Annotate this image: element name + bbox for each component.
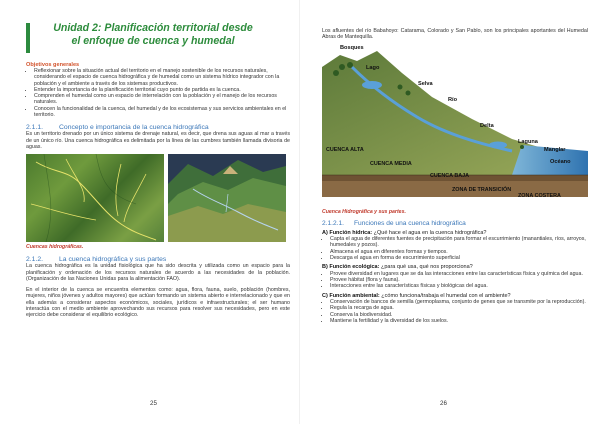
function-b-item: • Provee diversidad en lugares que se da las interacciones entre las características física y química del agua. (330, 271, 588, 277)
watershed-diagram-drawing (322, 44, 588, 207)
section-211-text: Es un territorio drenado por un único sistema de drenaje natural, es decir, que drena sus aguas al mar a través de un único río. Una cuenca hidrográfica es delimitada por la línea de las cumbres también llamada divisoria de aguas. (26, 131, 290, 150)
diagram-caption: Cuenca Hidrográfica y sus partes. (322, 208, 406, 215)
function-c-item: • Conservación de bancos de semilla (germoplasma, conjunto de genes que se transmite por la reproducción). (330, 299, 588, 305)
page-right (300, 0, 600, 424)
function-b-list (322, 271, 588, 290)
function-c-label: C) Función ambiental: (322, 292, 380, 299)
function-c-list (322, 299, 588, 324)
unit-title-line1: Unidad 2: Planificación territorial desde (53, 22, 253, 34)
label-bosques: Bosques (340, 44, 364, 51)
label-delta: Delta (480, 122, 494, 129)
section-212-text-1: La cuenca hidrográfica es la unidad fisiológica que ha sido descrita y utilizada como un espacio para la planificación y ordenación de los recursos naturales de acuerdo a las necesidades de la población. (Organización de las Naciones Unidas para la alimentación FAO). (26, 263, 290, 282)
function-c-item: • Conserva la biodiversidad. (330, 312, 588, 318)
objectives-list (26, 68, 290, 118)
section-212-heading (26, 256, 290, 263)
section-211-heading (26, 124, 290, 131)
function-b-item: • Provee hábitat (flora y fauna). (330, 277, 588, 283)
function-b-label: B) Función ecológica: (322, 264, 380, 271)
label-manglar: Manglar (544, 146, 566, 153)
objectives-title: Objetivos generales (26, 62, 80, 68)
function-c-question: ¿cómo funciona/trabaja el humedal con el ambiente? (379, 292, 511, 299)
images-caption: Cuencas hidrográficas. (26, 244, 84, 251)
unit-header (26, 22, 290, 53)
unit-title-line2: el enfoque de cuenca y humedal (71, 35, 235, 47)
terrain-3d-drawing (168, 154, 286, 242)
terrain-3d-image (168, 154, 286, 242)
label-oceano: Océano (550, 158, 571, 165)
unit-title (38, 22, 268, 48)
label-laguna: Laguna (518, 138, 538, 145)
section-2121-number: 2.1.2.1. (322, 219, 344, 227)
function-a-item: • Capta el agua de diferentes fuentes de precipitación para formar el escurrimiento (manantiales, ríos, arroyos, humedales y pozos). (330, 236, 588, 249)
unit-accent-bar (26, 23, 30, 53)
function-c-item: • Regula la recarga de agua. (330, 305, 588, 311)
section-212-text-2: En el interior de la cuenca se encuentra elementos como: agua, flora, fauna, suelo, población (hombres, mujeres, niños jóvenes y adultos mayores) que actúan formando un sistema abierto e interrelacionado y que en ella además a considerar aspectos económicos, sociales, jurídicos e infraestructurales; el ser humano interactúa con el medio ambiente aprovechando sus recursos para resolver sus necesidades, pero en este ejercicio debe considerar el equilibrio ecológico. (26, 287, 290, 319)
label-zona-costera: ZONA COSTERA (518, 192, 561, 199)
label-lago: Lago (366, 64, 380, 71)
objective-item: • Reflexionar sobre la situación actual del territorio en el manejo sostenible de los recursos naturales, considerando el espacio de cuenca hidrográfica y de humedal como un sistema hídrico integrador con la población y el ambiente a través de los sistemas productivos. (34, 68, 290, 87)
function-b-item: • Interacciones entre las características físicas y biológicas del agua. (330, 283, 588, 289)
function-a-item: • Descarga el agua en forma de escurrimiento superficial (330, 255, 588, 261)
objective-item: • Conocen la funcionalidad de la cuenca, del humedal y de los ecosistemas y sus servicios ambientales en el territorio. (34, 106, 290, 119)
section-211-title: Concepto e importancia de la cuenca hidrográfica (59, 124, 209, 132)
function-b-question: ¿para qué usa, qué nos proporciona? (379, 264, 473, 271)
function-a-item: • Almacena el agua en diferentes formas y tiempos. (330, 249, 588, 255)
page-number-right: 26 (440, 400, 447, 407)
section-2121-title: Funciones de una cuenca hidrográfica (354, 219, 466, 227)
watershed-map-image (26, 154, 164, 242)
watershed-map-drawing (26, 154, 164, 242)
function-a-question: ¿Qué hace el agua en la cuenca hidrográfica? (372, 229, 487, 236)
label-rio: Río (448, 96, 458, 103)
objective-item: • Entender la importancia de la planificación territorial cuyo punto de partida es la cuenca. (34, 87, 290, 93)
label-zona-transicion: ZONA DE TRANSICIÓN (452, 186, 512, 193)
label-cuenca-media: CUENCA MEDIA (370, 160, 412, 167)
section-211-number: 2.1.1. (26, 124, 44, 132)
label-selva: Selva (418, 80, 433, 87)
watershed-diagram (322, 44, 588, 207)
intro-text: Los afluentes del río Babahoyo: Catarama, Colorado y San Pablo, son los principales aportantes del Humedal Abras de Mantequilla. (322, 28, 588, 41)
watershed-images (26, 154, 290, 242)
label-cuenca-baja: CUENCA BAJA (430, 172, 470, 179)
page-number-left: 25 (150, 400, 157, 407)
section-2121-heading (322, 220, 588, 227)
function-a-label: A) Función hídrica: (322, 229, 373, 236)
label-cuenca-alta: CUENCA ALTA (326, 146, 364, 153)
function-a-list (322, 236, 588, 261)
section-212-number: 2.1.2. (26, 256, 44, 264)
function-c-item: • Mantiene la fertilidad y la diversidad de los suelos. (330, 318, 588, 324)
objective-item: • Comprenden el humedal como un espacio de interrelación con la población y el manejo de los recursos naturales. (34, 93, 290, 106)
section-212-title: La cuenca hidrográfica y sus partes (59, 256, 167, 264)
